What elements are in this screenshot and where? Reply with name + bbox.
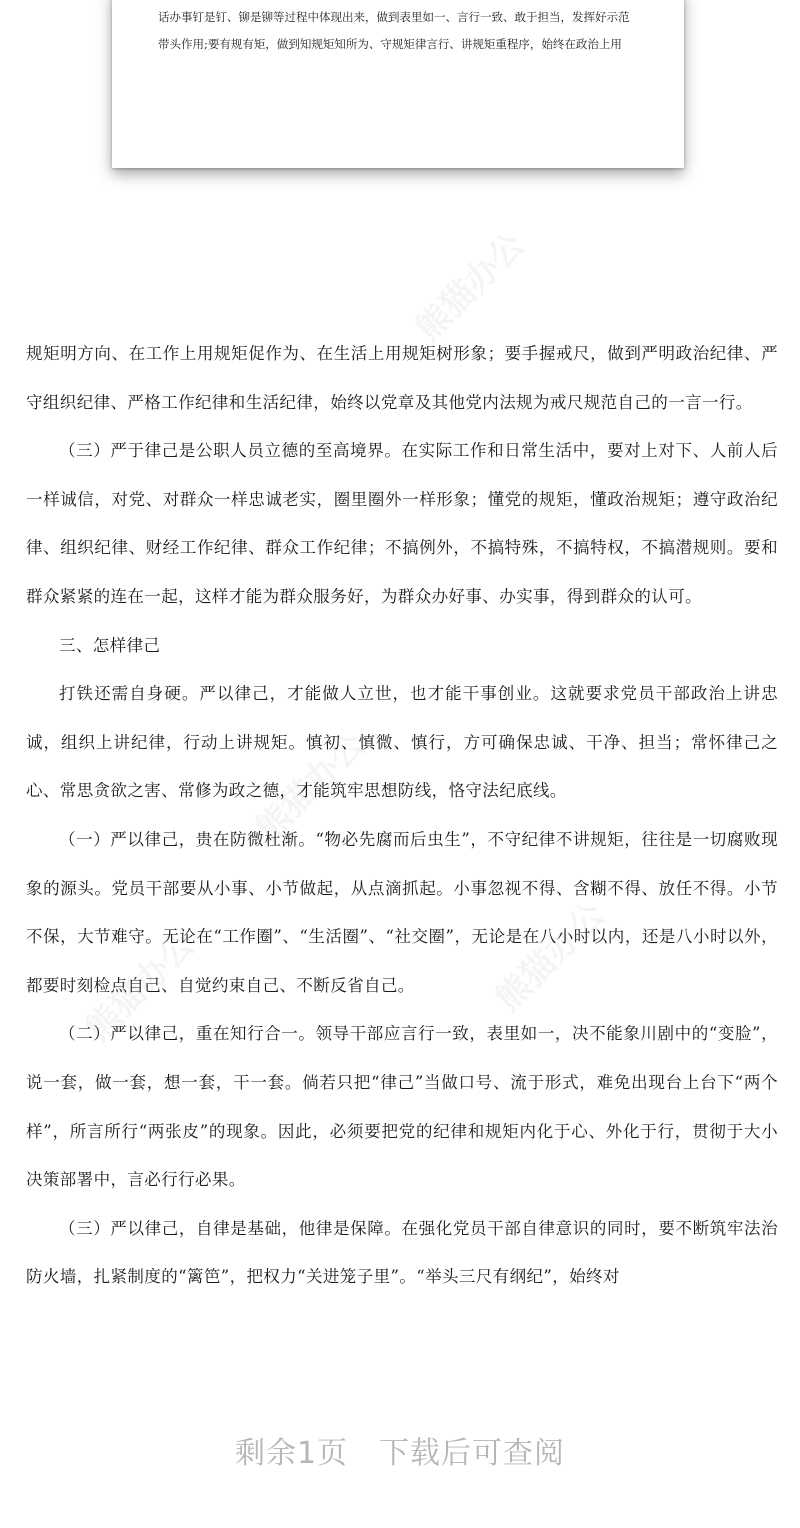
paragraph-4: （一）严以律己，贵在防微杜渐。“物必先腐而后虫生”，不守纪律不讲规矩，往往是一切腐败现象的源头。党员干部要从小事、小节做起，从点滴抓起。小事忽视不得、含糊不得、放任不得。小节不保，大节难守。无论在“工作圈”、“生活圈”、“社交圈”，无论是在八小时以内，还是八小时以外，都要时刻检点自己、自觉约束自己、不断反省自己。	[26, 829, 778, 995]
paragraph-6: （三）严以律己，自律是基础，他律是保障。在强化党员干部自律意识的同时，要不断筑牢法治防火墙，扎紧制度的“篱笆”，把权力“关进笼子里”。“举头三尺有纲纪”，始终对	[26, 1218, 778, 1287]
paragraph-1: 规矩明方向、在工作上用规矩促作为、在生活上用规矩树形象；要手握戒尺，做到严明政治纪律、严守组织纪律、严格工作纪律和生活纪律，始终以党章及其他党内法规为戒尺规范自己的一言一行。	[26, 344, 778, 412]
paragraph-5: （二）严以律己，重在知行合一。领导干部应言行一致，表里如一，决不能象川剧中的“变脸”，说一套，做一套，想一套，干一套。倘若只把“律己”当做口号、流于形式，难免出现台上台下“两个样”，所言所行“两张皮”的现象。因此，必须要把党的纪律和规矩内化于心、外化于行，贯彻于大小决策部署中，言必行行必果。	[26, 1024, 778, 1190]
download-prompt-button[interactable]: 剩余1页 下载后可查阅	[234, 1436, 566, 1471]
page-preview-card	[112, 0, 684, 168]
preview-line-2: 带头作用;要有规有矩，做到知规矩知所为、守规矩律言行、讲规矩重程序，始终在政治上用	[158, 37, 622, 51]
section-heading: 三、怎样律己	[59, 635, 161, 655]
paragraph-2: （三）严于律己是公职人员立德的至高境界。在实际工作和日常生活中，要对上对下、人前人后一样诚信，对党、对群众一样忠诚老实，圈里圈外一样形象；懂党的规矩，懂政治规矩；遵守政治纪律、组织纪律、财经工作纪律、群众工作纪律；不搞例外，不搞特殊，不搞特权，不搞潜规则。要和群众紧紧的连在一起，这样才能为群众服务好，为群众办好事、办实事，得到群众的认可。	[26, 441, 778, 606]
preview-line-1: 话办事钉是钉、铆是铆等过程中体现出来，做到表里如一、言行一致、敢于担当，发挥好示范	[158, 10, 630, 24]
paragraph-3: 打铁还需自身硬。严以律己，才能做人立世，也才能干事创业。这就要求党员干部政治上讲忠诚，组织上讲纪律，行动上讲规矩。慎初、慎微、慎行，方可确保忠诚、干净、担当；常怀律己之心、常思贪欲之害、常修为政之德，才能筑牢思想防线，恪守法纪底线。	[26, 684, 778, 801]
document-body	[26, 330, 778, 1302]
